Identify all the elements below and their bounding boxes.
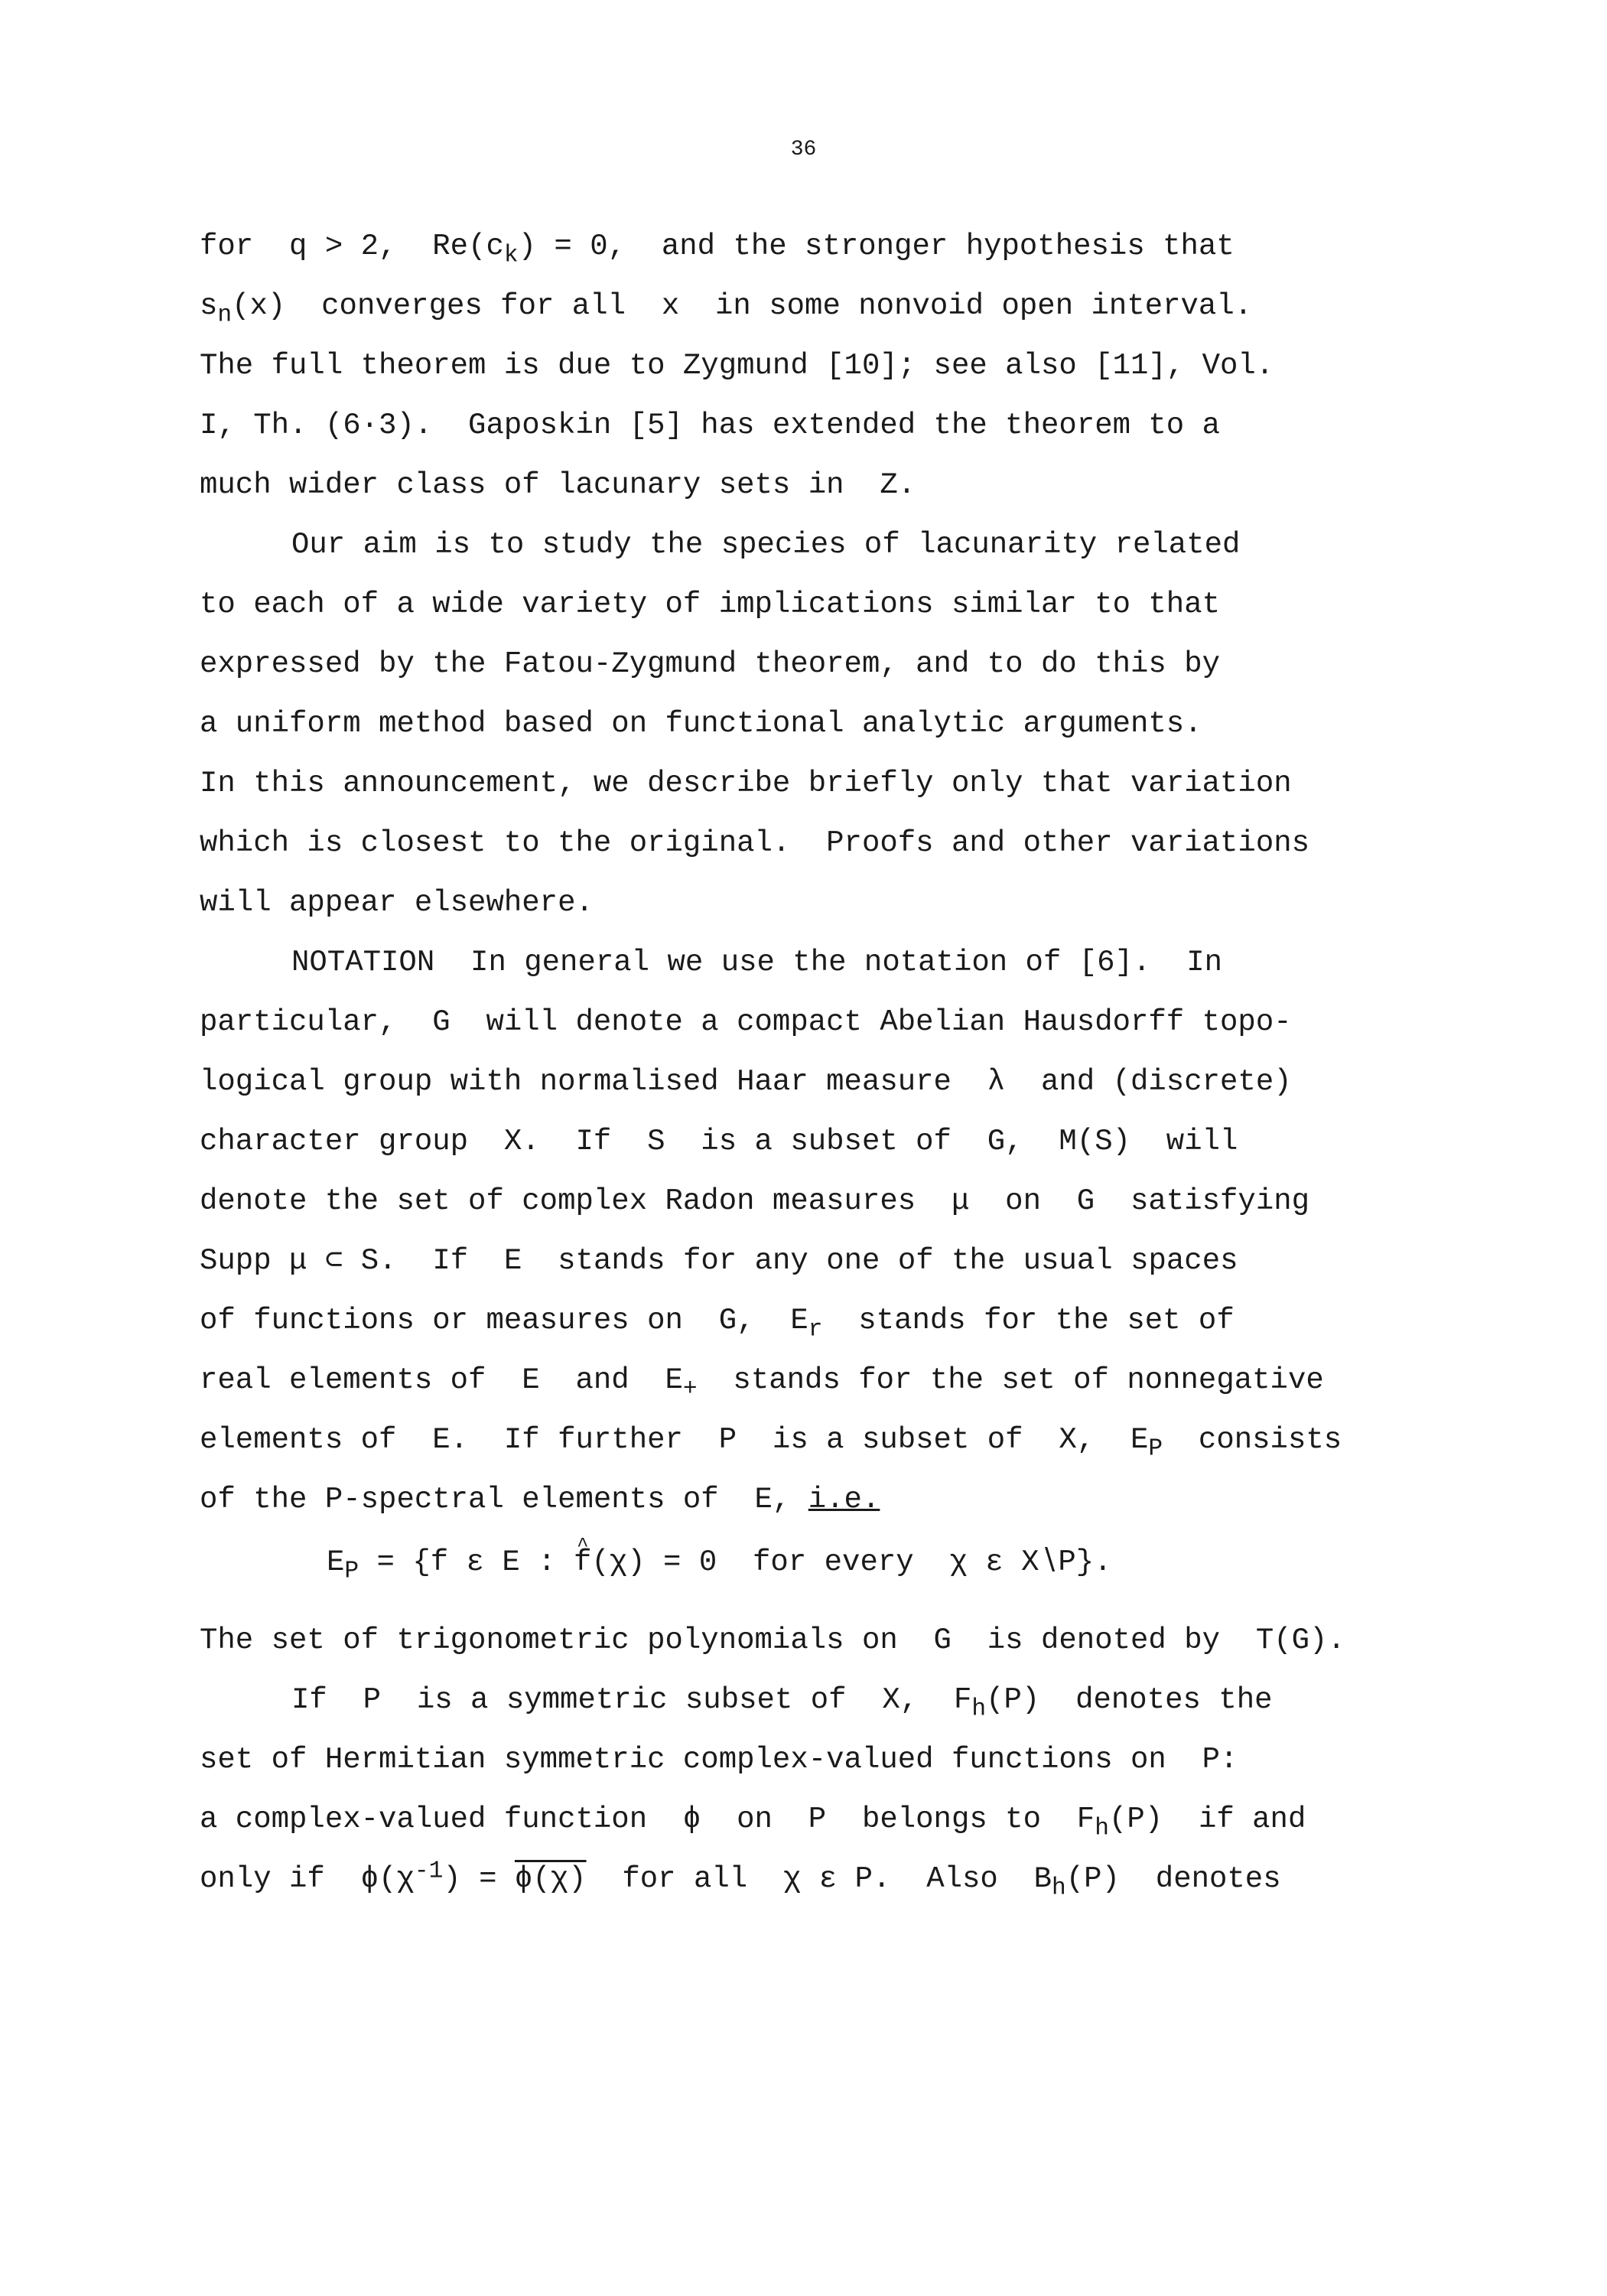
text-line: Supp μ ⊂ S. If E stands for any one of the usual spaces <box>200 1244 1238 1278</box>
text-line: a complex-valued function ϕ on P belongs to $F_h(P)$ if and <box>200 1803 1306 1842</box>
text-line: If P is a symmetric subset of X, $F_h(P)$ denotes the <box>291 1683 1273 1723</box>
text-line: of the P-spectral elements of E, i.e. <box>200 1483 880 1516</box>
text-line: only if $\phi(\chi^{-1}) = \phi(\chi)$ for all χ ε P. Also $B_h(P)$ denotes <box>200 1858 1281 1902</box>
text-line: particular, G will denote a compact Abelian Hausdorff topo- <box>200 1005 1292 1039</box>
text-line: which is closest to the original. Proofs and other variations <box>200 826 1310 860</box>
text-line: expressed by the Fatou-Zygmund theorem, and to do this by <box>200 647 1221 681</box>
text-line: a uniform method based on functional analytic arguments. <box>200 707 1202 741</box>
text-line: set of Hermitian symmetric complex-valued functions on P: <box>200 1743 1238 1777</box>
text-line: much wider class of lacunary sets in Z. <box>200 468 916 502</box>
text-line: of functions or measures on G, $E_r$ stands for the set of <box>200 1304 1235 1343</box>
text-line: The set of trigonometric polynomials on G is denoted by T(G). <box>200 1623 1345 1657</box>
text-line: Our aim is to study the species of lacunarity related <box>291 528 1241 562</box>
displayed-formula: $E_P = \{f$ ε E : ^ f(χ) = 0 for every χ ε X∖P}. <box>327 1545 1112 1579</box>
text-line: to each of a wide variety of implications similar to that <box>200 588 1221 621</box>
page-number: 36 <box>790 138 817 161</box>
text-line: denote the set of complex Radon measures μ on G satisfying <box>200 1184 1310 1218</box>
text-line: character group X. If S is a subset of G, M(S) will <box>200 1125 1238 1158</box>
text-line: NOTATION In general we use the notation of [6]. In <box>291 946 1222 979</box>
text-line: will appear elsewhere. <box>200 886 594 920</box>
text-line: for q > 2, $Re(c_k) = 0$, and the stronger hypothesis that <box>200 230 1235 269</box>
text-line: logical group with normalised Haar measure λ and (discrete) <box>200 1065 1292 1099</box>
text-line: real elements of E and $E_+$ stands for the set of nonnegative <box>200 1363 1324 1403</box>
text-line: In this announcement, we describe briefly only that variation <box>200 767 1292 800</box>
text-line: I, Th. (6·3). Gaposkin [5] has extended the theorem to a <box>200 409 1221 442</box>
text-line: elements of E. If further P is a subset of X, $E_P$ consists <box>200 1423 1342 1463</box>
text-line: The full theorem is due to Zygmund [10]; see also [11], Vol. <box>200 349 1274 383</box>
text-line: $s_n(x)$ converges for all x in some nonvoid open interval. <box>200 289 1253 329</box>
